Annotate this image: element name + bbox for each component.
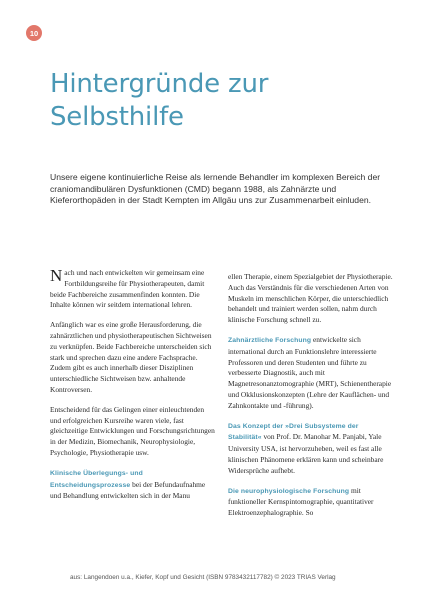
left-paragraph-1 <box>50 268 215 311</box>
left-paragraph-4 <box>50 468 215 502</box>
left-column <box>50 268 215 511</box>
right-paragraph-3-text: von Prof. Dr. Manohar M. Panjabi, Yale University USA, ist hervorzuheben, weil es fast alle klinischen Phänomene erklären kann und scheinbare Widersprüche aufhebt. <box>228 432 384 475</box>
left-paragraph-3: Entscheidend für das Gelingen einer einleuchtenden und erfolgreichen Kursreihe waren viele, fast gleichzeitige Entwicklungen und Forschungsrichtungen in der Medizin, Biomechanik, Neurophysiologie, Psychologie, Physiotherapie usw. <box>50 404 215 457</box>
left-paragraph-4-text: bei der Befundaufnahme und Behandlung entwickelten sich in der Manu <box>50 479 206 501</box>
left-paragraph-1-text: ach und nach entwickelten wir gemeinsam eine Fortbildungsreihe für Physiotherapeuten, damit beide Fachbereiche zusammenfinden konnten. Die Inhalte können wir seitdem international lehren. <box>50 268 205 310</box>
right-column <box>228 272 393 528</box>
page-number-badge: 10 <box>26 25 42 41</box>
intro-paragraph: Unsere eigene kontinuierliche Reise als lernende Behandler im komplexen Bereich der craniomandibulären Dysfunktionen (CMD) begann 1988, als Zahnärzte und Kieferorthopäden in der Stadt Kempten im Allgäu uns zur Zusammenarbeit einluden. <box>50 172 381 206</box>
right-paragraph-3 <box>228 421 393 477</box>
right-paragraph-2 <box>228 335 393 412</box>
copyright-footer: aus: Langendoen u.a., Kiefer, Kopf und Gesicht (ISBN 9783432117782) © 2023 TRIAS Verlag <box>70 574 336 581</box>
right-paragraph-4 <box>228 486 393 519</box>
right-paragraph-1: ellen Therapie, einem Spezialgebiet der Physiotherapie. Auch das Verständnis für die verschiedenen Arten von Muskeln im menschlichen Körper, die unterschiedlich behandelt und trainiert werden sollen, nahm durch klinische Forschung schnell zu. <box>228 272 393 325</box>
page-title: Hintergründe zur Selbsthilfe <box>50 69 269 132</box>
highlight-clinical-reasoning: Klinische Überlegungs- und Entscheidungsprozesse <box>50 469 143 489</box>
highlight-dental-research: Zahnärztliche Forschung <box>228 336 312 344</box>
drop-cap: N <box>50 266 63 285</box>
right-paragraph-2-text: entwickelte sich international durch an Funktionslehre interessierte Professoren und deren Studenten und führte zu verbesserte Diagnostik, auch mit Magnetresonanztomographie (MRT), Schienentherapie und Okklusionskonzepten (Lehre der Kauflächen- und Zahnkontakte und -führung). <box>228 334 392 410</box>
right-paragraph-4-text: mit funktioneller Kernspintomographie, quantitativer Elektroenzephalographie. So <box>228 485 374 518</box>
highlight-neurophysiology: Die neurophysiologische Forschung <box>228 487 350 495</box>
highlight-stability-concept: Das Konzept der »Drei Subsysteme der Stabilität« <box>228 422 359 442</box>
left-paragraph-2: Anfänglich war es eine große Herausforderung, die zahnärztlichen und physiotherapeutischen Sichtweisen zu verknüpfen. Beide Fachbereiche unterscheiden sich stark und sprechen dazu eine andere Fachsprache. Zudem gibt es auch innerhalb dieser Disziplinen unterschiedliche Sichtweisen bzw. anhaltende Kontroversen. <box>50 320 212 394</box>
